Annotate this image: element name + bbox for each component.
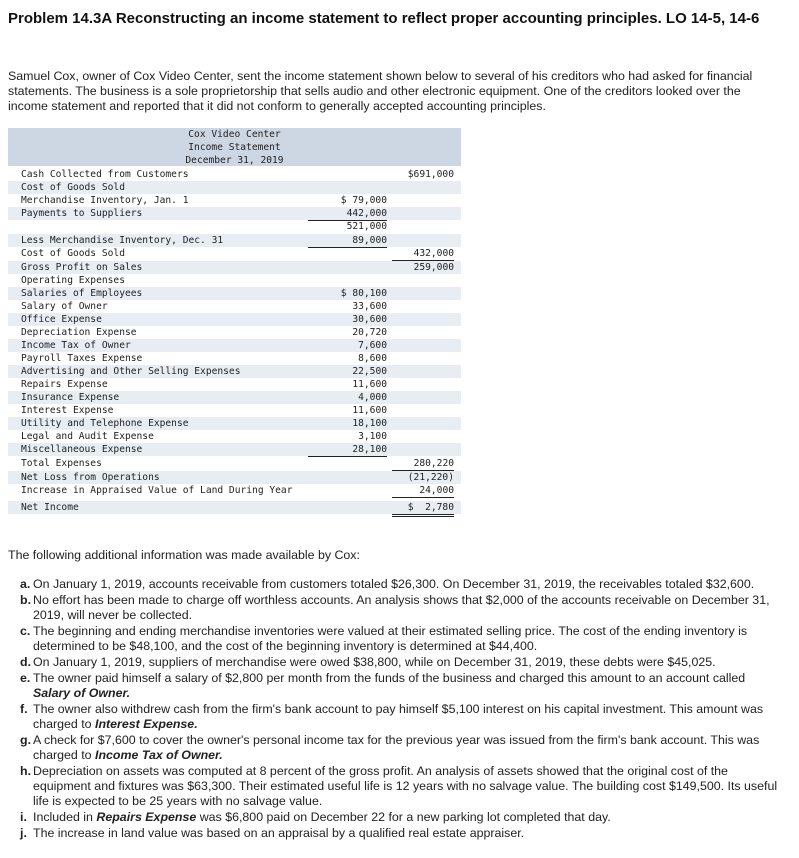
- row-label: Less Merchandise Inventory, Dec. 31: [21, 235, 224, 246]
- info-item: [8, 577, 783, 592]
- info-item-text: A check for $7,600 to cover the owner's personal income tax for the previous year was issued from the firm's bank account. This was charged to: [33, 733, 760, 762]
- row-amount-inner: 30,600: [352, 314, 387, 325]
- info-item-marker: c.: [20, 624, 31, 638]
- statement-row: [8, 484, 461, 497]
- row-label: Cost of Goods Sold: [21, 182, 125, 193]
- info-item-text: The increase in land value was based on an appraisal by a qualified real estate appraiser.: [33, 826, 525, 840]
- statement-row: [8, 168, 461, 181]
- row-amount-inner: 4,000: [358, 392, 387, 403]
- intro-paragraph: Samuel Cox, owner of Cox Video Center, sent the income statement shown below to several of his creditors who had asked for financial statements. The business is a sole proprietorship that sells audio and other electronic equipment. One of the creditors looked over the income statement and reported that it did not conform to generally accepted accounting principles.: [8, 69, 753, 113]
- row-label: Insurance Expense: [21, 392, 120, 403]
- info-item-text: Depreciation on assets was computed at 8 percent of the gross profit. An analysis of assets showed that the original cost of the equipment and fixtures was $63,300. Their estimated useful life is 12 years with no salvage value. The building cost $149,500. Its useful life is expected to be 25 years with no salvage value.: [33, 764, 778, 808]
- row-amount-inner: 3,100: [358, 431, 387, 442]
- row-amount-inner: 18,100: [352, 418, 387, 429]
- info-item-marker: b.: [20, 593, 32, 607]
- row-label: Office Expense: [21, 314, 102, 325]
- statement-row: [8, 181, 461, 194]
- row-label: Income Tax of Owner: [21, 340, 131, 351]
- statement-row: [8, 247, 461, 260]
- statement-row: [8, 471, 461, 484]
- row-label: Repairs Expense: [21, 379, 108, 390]
- info-item: [8, 593, 783, 623]
- statement-row: [8, 339, 461, 352]
- row-amount-outer: 24,000: [392, 484, 454, 498]
- info-item-marker: f.: [20, 702, 28, 716]
- info-item: [8, 702, 783, 732]
- row-amount-inner: 11,600: [352, 405, 387, 416]
- info-item-text: No effort has been made to charge off worthless accounts. An analysis shows that $2,000 of the accounts receivable on December 31, 2019, will never be collected.: [33, 593, 770, 622]
- row-amount-inner: 28,100: [308, 443, 387, 457]
- row-label: Merchandise Inventory, Jan. 1: [21, 195, 189, 206]
- info-item: [8, 624, 783, 654]
- statement-row: [8, 220, 461, 233]
- statement-row: [8, 274, 461, 287]
- statement-header: [8, 128, 461, 166]
- row-label: Cash Collected from Customers: [21, 169, 189, 180]
- info-item-account: Income Tax of Owner: [95, 748, 220, 762]
- row-label: Gross Profit on Sales: [21, 262, 143, 273]
- statement-row: [8, 194, 461, 207]
- row-label: Miscellaneous Expense: [21, 444, 143, 455]
- row-label: Net Income: [21, 502, 79, 513]
- row-amount-inner: 22,500: [352, 366, 387, 377]
- info-item-account: Interest Expense: [95, 717, 195, 731]
- info-item-text: The owner also withdrew cash from the firm's bank account to pay himself $5,100 interest on his capital investment. This amount was charged to: [33, 702, 764, 731]
- statement-row: [8, 313, 461, 326]
- row-label: Cost of Goods Sold: [21, 248, 125, 259]
- row-label: Advertising and Other Selling Expenses: [21, 366, 241, 377]
- info-item-after: was $6,800 paid on December 22 for a new parking lot completed that day.: [199, 810, 611, 824]
- statement-row: [8, 404, 461, 417]
- statement-row: [8, 501, 461, 514]
- info-item: [8, 826, 783, 841]
- info-item: [8, 764, 783, 809]
- statement-row: [8, 287, 461, 300]
- problem-title: Problem 14.3A Reconstructing an income statement to reflect proper accounting principles. LO 14-5, 14-6: [8, 10, 760, 27]
- statement-date: December 31, 2019: [185, 155, 284, 166]
- statement-row: [8, 417, 461, 430]
- company-name: Cox Video Center: [188, 129, 281, 140]
- info-item: [8, 655, 783, 670]
- row-amount-inner: 7,600: [358, 340, 387, 351]
- statement-row: [8, 391, 461, 404]
- info-item-text: The beginning and ending merchandise inventories were valued at their estimated selling price. The cost of the ending inventory is determined to be $48,100, and the cost of the beginning inventory is determined at $44,400.: [33, 624, 748, 653]
- row-amount-inner: 521,000: [346, 221, 387, 232]
- row-label: Utility and Telephone Expense: [21, 418, 189, 429]
- row-amount-inner: 33,600: [352, 301, 387, 312]
- statement-row: [8, 365, 461, 378]
- info-item: [8, 671, 783, 701]
- info-item-after: .: [126, 686, 131, 700]
- row-label: Salary of Owner: [21, 301, 108, 312]
- row-amount-outer: (21,220): [407, 472, 454, 483]
- row-label: Legal and Audit Expense: [21, 431, 154, 442]
- row-amount-inner: 8,600: [358, 353, 387, 364]
- info-item-marker: j.: [20, 826, 27, 840]
- statement-row: [8, 300, 461, 313]
- statement-name: Income Statement: [188, 142, 281, 153]
- row-amount-inner: 442,000: [308, 207, 387, 221]
- info-item-marker: i.: [20, 810, 27, 824]
- info-item-marker: e.: [20, 671, 31, 685]
- info-item-marker: a.: [20, 577, 31, 591]
- row-label: Net Loss from Operations: [21, 472, 160, 483]
- row-label: Payments to Suppliers: [21, 208, 143, 219]
- statement-row: [8, 352, 461, 365]
- row-amount-outer: $ 2,780: [392, 501, 454, 517]
- income-statement: [8, 128, 461, 521]
- info-item-text: On January 1, 2019, suppliers of merchandise were owed $38,800, while on December 31, 2019, these debts were $45,025.: [33, 655, 716, 669]
- row-amount-outer: 280,220: [392, 457, 454, 471]
- info-item: [8, 810, 783, 825]
- info-item-text: On January 1, 2019, accounts receivable from customers totaled $26,300. On December 31, 2019, the receivables totaled $32,600.: [33, 577, 755, 591]
- statement-row: [8, 326, 461, 339]
- statement-row: [8, 443, 461, 456]
- info-item-marker: h.: [20, 764, 32, 778]
- row-amount-inner: 89,000: [308, 234, 387, 248]
- info-item-text: Included in: [33, 810, 93, 824]
- row-label: Operating Expenses: [21, 275, 125, 286]
- row-label: Depreciation Expense: [21, 327, 137, 338]
- statement-row: [8, 378, 461, 391]
- statement-row: [8, 261, 461, 274]
- info-item-after: .: [194, 717, 198, 731]
- row-label: Salaries of Employees: [21, 288, 143, 299]
- row-amount-inner: $ 79,000: [340, 195, 387, 206]
- info-item-marker: g.: [20, 733, 32, 747]
- info-item-text: The owner paid himself a salary of $2,800 per month from the funds of the business and charged this amount to an account called: [33, 671, 746, 685]
- statement-row: [8, 457, 461, 470]
- row-amount-inner: 11,600: [352, 379, 387, 390]
- row-amount-outer: $691,000: [407, 169, 454, 180]
- info-item: [8, 733, 783, 763]
- row-amount-inner: 20,720: [352, 327, 387, 338]
- row-label: Interest Expense: [21, 405, 114, 416]
- statement-row: [8, 234, 461, 247]
- info-item-account: Salary of Owner: [33, 686, 127, 700]
- row-label: Payroll Taxes Expense: [21, 353, 143, 364]
- row-label: Increase in Appraised Value of Land During Year: [21, 485, 293, 496]
- info-item-account: Repairs Expense: [96, 810, 197, 824]
- statement-row: [8, 207, 461, 220]
- row-amount-outer: 432,000: [392, 247, 454, 261]
- statement-row: [8, 430, 461, 443]
- row-label: Total Expenses: [21, 458, 102, 469]
- info-item-marker: d.: [20, 655, 32, 669]
- row-amount-inner: $ 80,100: [340, 288, 387, 299]
- additional-info-list: [8, 577, 783, 842]
- additional-info-intro: The following additional information was made available by Cox:: [8, 548, 360, 562]
- info-item-after: .: [219, 748, 223, 762]
- row-amount-outer: 259,000: [413, 262, 454, 273]
